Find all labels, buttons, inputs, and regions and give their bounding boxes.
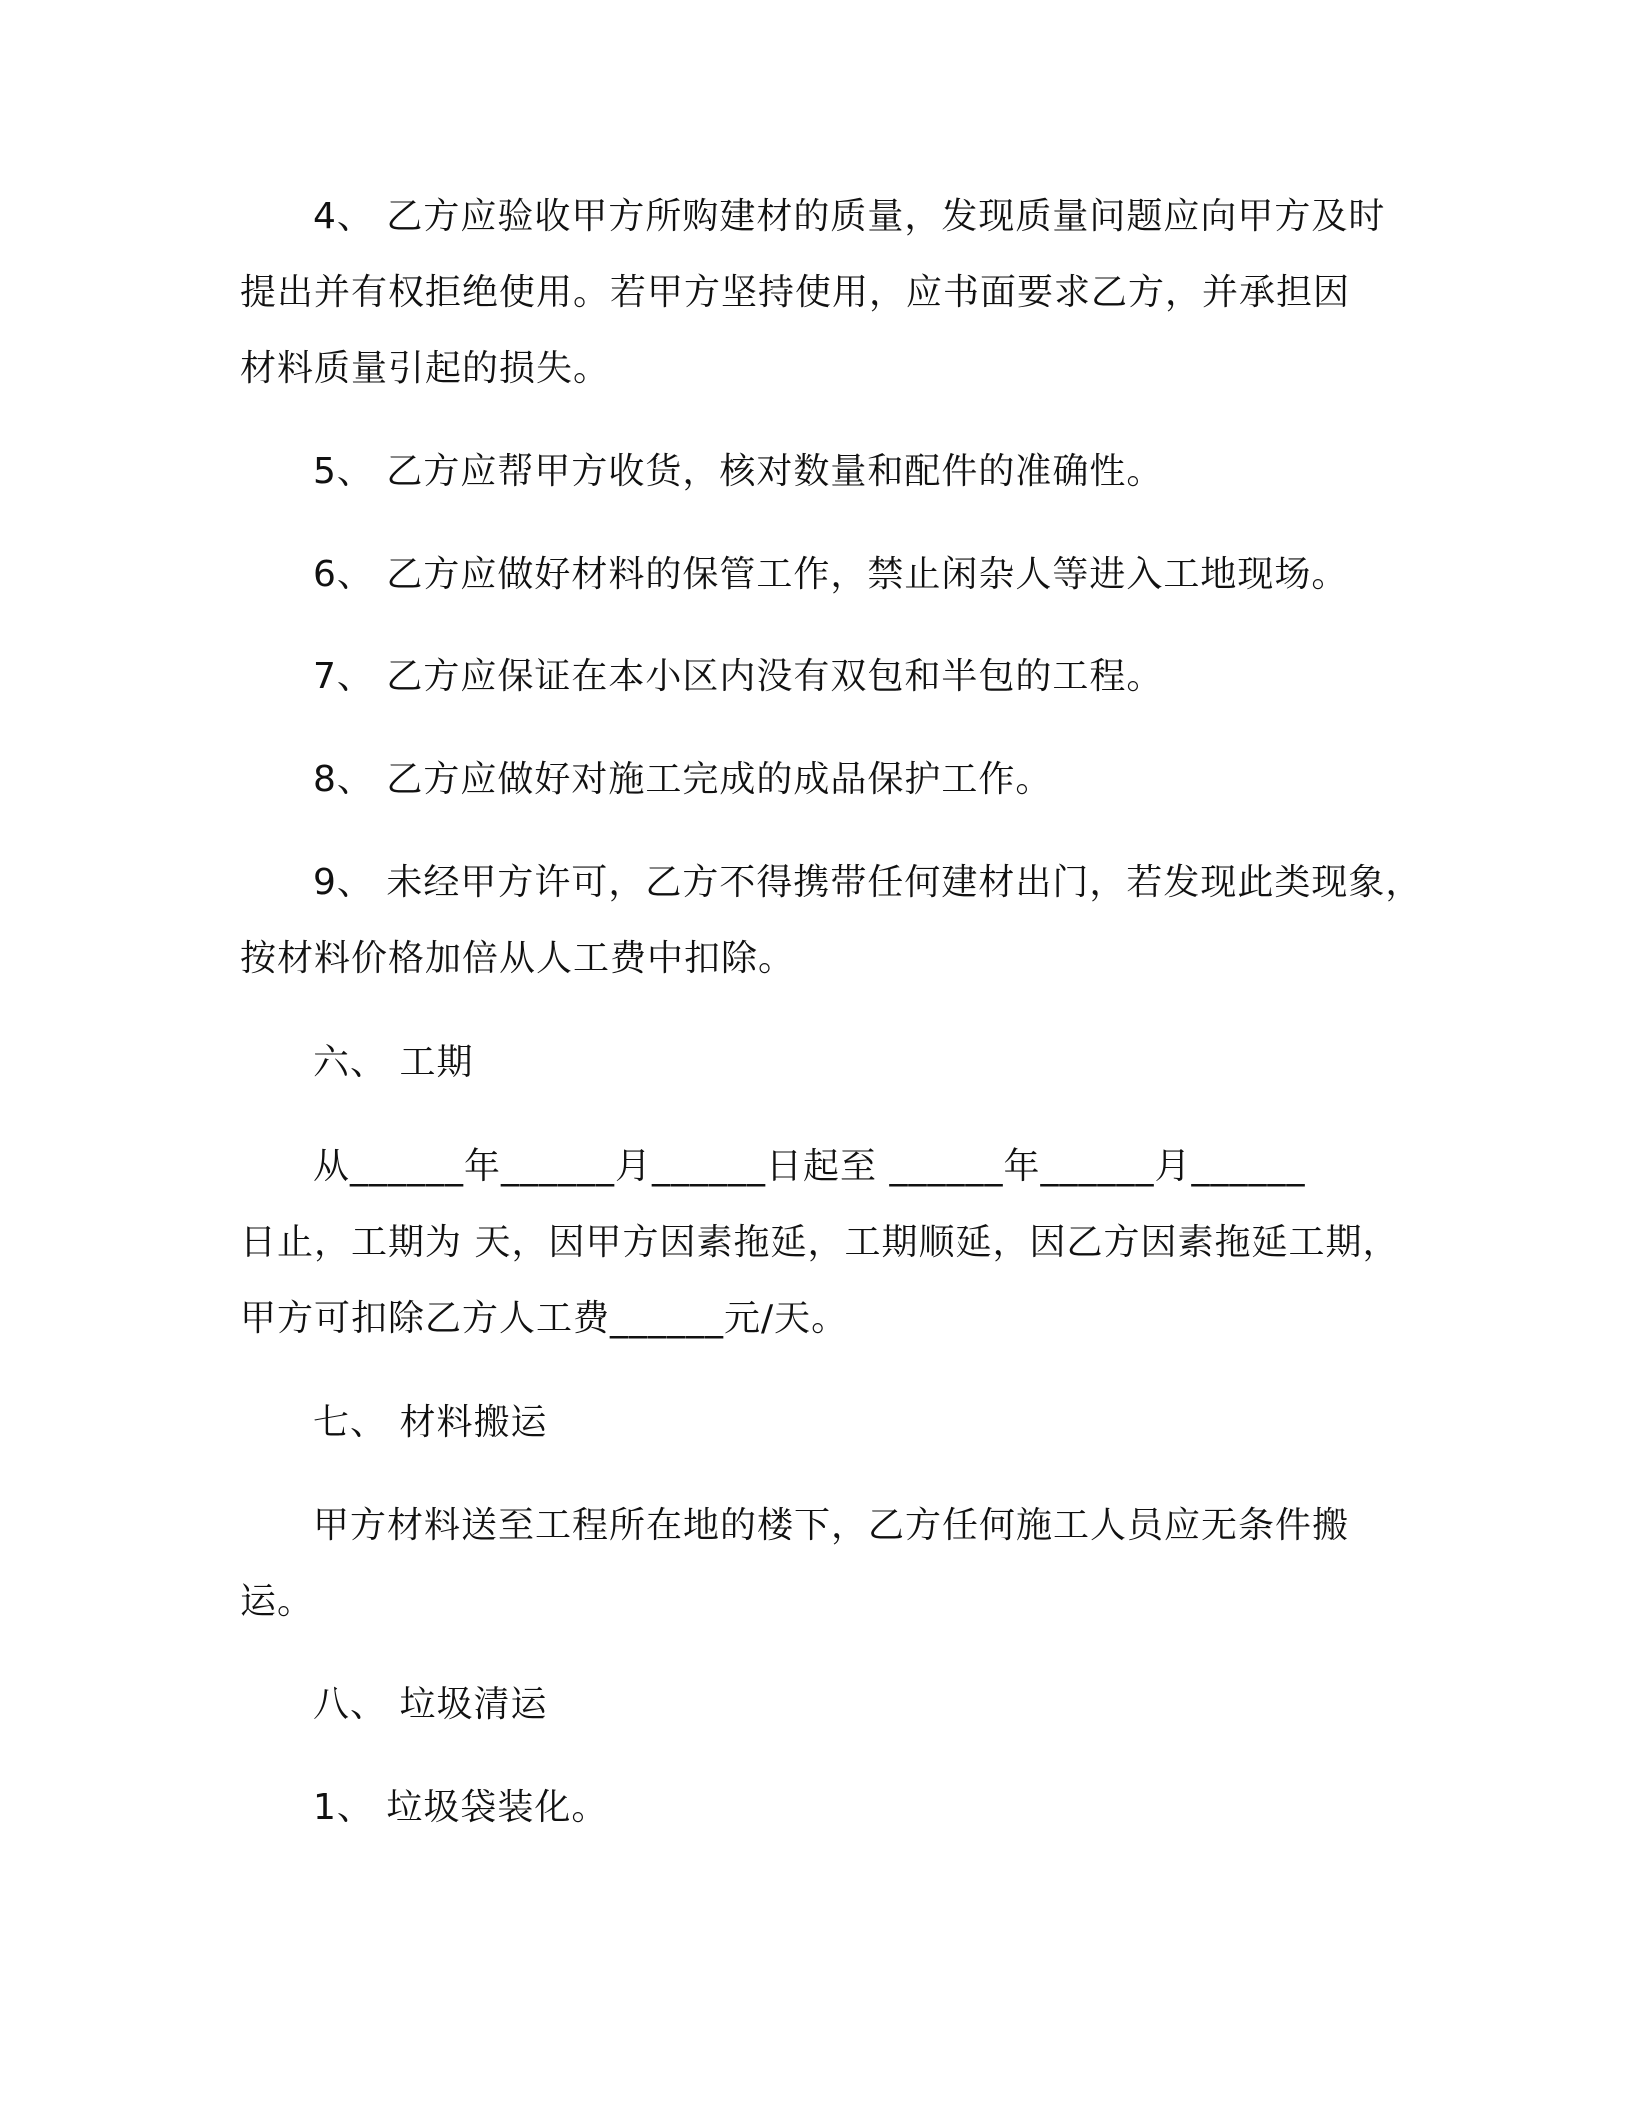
item-9-line-2: 按材料价格加倍从人工费中扣除。 xyxy=(240,938,796,979)
section-6-line-1: 从______年______月______日起至 ______年______月______ xyxy=(313,1146,1306,1187)
section-8-heading: 八、 垃圾清运 xyxy=(313,1684,548,1725)
item-4-line-3: 材料质量引起的损失。 xyxy=(240,348,611,389)
section-8-item-1: 1、 垃圾袋装化。 xyxy=(313,1787,609,1828)
item-6: 6、 乙方应做好材料的保管工作，禁止闲杂人等进入工地现场。 xyxy=(313,554,1349,595)
section-6-line-3: 甲方可扣除乙方人工费______元/天。 xyxy=(240,1298,849,1339)
item-8: 8、 乙方应做好对施工完成的成品保护工作。 xyxy=(313,759,1053,800)
section-7-heading: 七、 材料搬运 xyxy=(313,1402,548,1443)
item-5: 5、 乙方应帮甲方收货，核对数量和配件的准确性。 xyxy=(313,451,1164,492)
section-6-heading: 六、 工期 xyxy=(313,1042,474,1083)
item-7: 7、 乙方应保证在本小区内没有双包和半包的工程。 xyxy=(313,656,1164,697)
item-9-line-1: 9、 未经甲方许可，乙方不得携带任何建材出门，若发现此类现象， xyxy=(313,862,1423,903)
section-6-line-2: 日止，工期为 天，因甲方因素拖延，工期顺延，因乙方因素拖延工期， xyxy=(240,1222,1400,1263)
item-4-line-2: 提出并有权拒绝使用。若甲方坚持使用，应书面要求乙方，并承担因 xyxy=(240,272,1351,313)
section-7-line-2: 运。 xyxy=(240,1581,315,1622)
item-4-line-1: 4、 乙方应验收甲方所购建材的质量，发现质量问题应向甲方及时 xyxy=(313,196,1386,237)
section-7-line-1: 甲方材料送至工程所在地的楼下，乙方任何施工人员应无条件搬 xyxy=(313,1505,1350,1546)
